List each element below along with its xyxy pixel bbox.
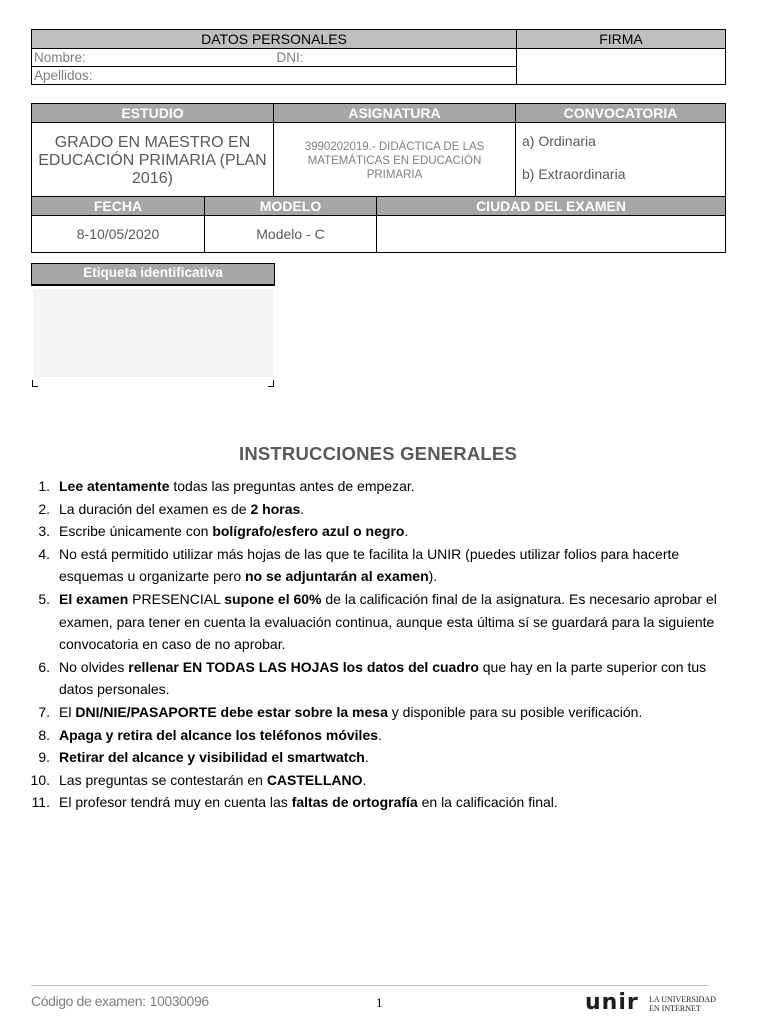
instruction-text [59, 701, 718, 724]
degree-text: GRADO EN MAESTRO EN EDUCACIÓN PRIMARIA (PLAN 2016) [38, 134, 267, 187]
instruction-item [28, 656, 718, 701]
session-ordinary[interactable]: a) Ordinaria [522, 133, 596, 149]
instruction-text [59, 791, 718, 814]
instruction-text [59, 520, 718, 543]
instruction-number: 6. [38, 658, 50, 675]
dni-label: DNI: [276, 50, 304, 65]
id-label-header: Etiqueta identificativa [31, 263, 275, 285]
instruction-item [28, 724, 718, 747]
instruction-number: 10. [30, 771, 50, 788]
instruction-fragment: ). [428, 568, 438, 585]
instruction-fragment: y disponible para su posible verificación. [387, 703, 643, 720]
instruction-fragment: Las preguntas se contestarán en [59, 771, 267, 788]
instruction-number: 3. [38, 523, 50, 540]
page-number: 1 [376, 995, 383, 1010]
model-header: MODELO [205, 197, 377, 216]
signature-header: FIRMA [517, 30, 726, 49]
instruction-text [59, 769, 718, 792]
instruction-item [28, 543, 718, 588]
instruction-fragment: . [364, 749, 369, 766]
instruction-emphasis: rellenar EN TODAS LAS HOJAS los datos del cuadro [128, 658, 479, 675]
personal-data-header: DATOS PERSONALES [32, 30, 517, 49]
instruction-fragment: todas las preguntas antes de empezar. [169, 478, 415, 494]
logo-tagline-1: LA UNIVERSIDAD [649, 995, 716, 1004]
exam-code [31, 993, 209, 1009]
instruction-item [28, 769, 718, 792]
session-header: CONVOCATORIA [516, 104, 726, 123]
instruction-number: 11. [31, 794, 50, 811]
signature-box[interactable] [517, 49, 726, 85]
instruction-item [28, 791, 718, 814]
instruction-number: 4. [38, 545, 50, 562]
date-value: 8-10/05/2020 [32, 216, 205, 253]
degree-value [32, 123, 274, 200]
instruction-emphasis: 2 horas [250, 500, 301, 517]
subject-header: ASIGNATURA [274, 104, 516, 123]
instruction-item [28, 701, 718, 724]
instruction-fragment: No olvides [59, 658, 129, 675]
instructions-title: INSTRUCCIONES GENERALES [238, 443, 518, 464]
instruction-text [59, 588, 718, 656]
instruction-fragment: No está permitido utilizar más hojas de las que te facilita la UNIR (puedes utilizar folios para hacerte esquemas u organizarte pero [59, 545, 680, 585]
model-value: Modelo - C [205, 216, 377, 253]
instruction-fragment: . [404, 523, 409, 540]
instruction-fragment: . [362, 771, 367, 788]
instruction-fragment: de la calificación final de la asignatura. Es necesario aprobar el examen, para tener en cuenta la evaluación continua, aunque esta última sí se guardará para la siguiente convocatoria en caso de no aprobar. [59, 590, 717, 653]
instruction-fragment: que hay en la parte superior con tus datos personales. [59, 658, 707, 698]
instruction-fragment: PRESENCIAL [128, 590, 225, 607]
corner-mark-right [268, 380, 274, 387]
name-label: Nombre: [34, 50, 86, 65]
subject-value [274, 123, 516, 200]
instruction-emphasis: DNI/NIE/PASAPORTE debe estar sobre la mesa [75, 703, 388, 720]
study-header: ESTUDIO [32, 104, 274, 123]
instruction-emphasis: Apaga y retira del alcance los teléfonos móviles [59, 726, 379, 743]
exam-info-table [31, 196, 726, 253]
instruction-emphasis: Retirar del alcance y visibilidad el smartwatch [59, 749, 365, 766]
instruction-number: 2. [38, 500, 50, 517]
instruction-item [28, 588, 718, 656]
date-header: FECHA [32, 197, 205, 216]
instruction-emphasis: bolígrafo/esfero azul o negro [212, 523, 405, 540]
instructions-list [28, 475, 718, 814]
instruction-text [59, 498, 718, 521]
instruction-fragment: . [378, 726, 382, 743]
subject-text: 3990202019.- DIDÁCTICA DE LAS MATEMÁTICAS EN EDUCACIÓN PRIMARIA [304, 141, 485, 181]
logo-tagline-2: EN INTERNET [649, 1004, 701, 1013]
instruction-fragment: El [59, 703, 76, 720]
instruction-text [59, 724, 718, 747]
instruction-number: 9. [38, 749, 50, 766]
personal-data-table [31, 29, 726, 85]
instruction-number: 8. [38, 726, 50, 743]
instruction-fragment: . [300, 500, 305, 517]
id-label-placeholder [33, 289, 273, 377]
corner-mark-left [32, 380, 38, 387]
instruction-emphasis: faltas de ortografía [291, 794, 418, 811]
footer-divider [31, 985, 708, 986]
instruction-item [28, 475, 718, 498]
instruction-item [28, 520, 718, 543]
exam-code-label: Código de examen: [31, 993, 146, 1009]
instruction-text [59, 746, 718, 769]
instruction-text [59, 543, 718, 588]
study-table [31, 103, 726, 200]
city-header: CIUDAD DEL EXAMEN [377, 197, 726, 216]
instruction-text [59, 656, 718, 701]
instruction-number: 7. [38, 703, 50, 720]
instruction-fragment: en la calificación final. [417, 794, 558, 811]
instruction-fragment: El profesor tendrá muy en cuenta las [59, 794, 292, 811]
name-field[interactable] [32, 49, 517, 67]
instruction-text [59, 475, 718, 498]
instruction-fragment: Escribe únicamente con [59, 523, 213, 540]
surname-field[interactable]: Apellidos: [32, 67, 517, 85]
instruction-item [28, 498, 718, 521]
instruction-emphasis: CASTELLANO [266, 771, 363, 788]
unir-logo [585, 990, 716, 1016]
instruction-emphasis: Lee atentamente [59, 478, 170, 494]
exam-code-value: 10030096 [149, 993, 209, 1009]
instruction-number: 1. [38, 478, 50, 494]
id-label-area [31, 285, 275, 387]
instruction-emphasis: supone el 60% [224, 590, 322, 607]
instruction-item [28, 746, 718, 769]
instruction-fragment: La duración del examen es de [59, 500, 251, 517]
instruction-emphasis: El examen [59, 590, 129, 607]
logo-tagline [649, 995, 729, 1013]
instruction-number: 5. [38, 590, 50, 607]
session-options [516, 123, 726, 200]
logo-brand: unir [585, 990, 639, 1015]
city-value[interactable] [377, 216, 726, 253]
session-extraordinary[interactable]: b) Extraordinaria [522, 166, 626, 182]
instruction-emphasis: no se adjuntarán al examen [245, 568, 429, 585]
